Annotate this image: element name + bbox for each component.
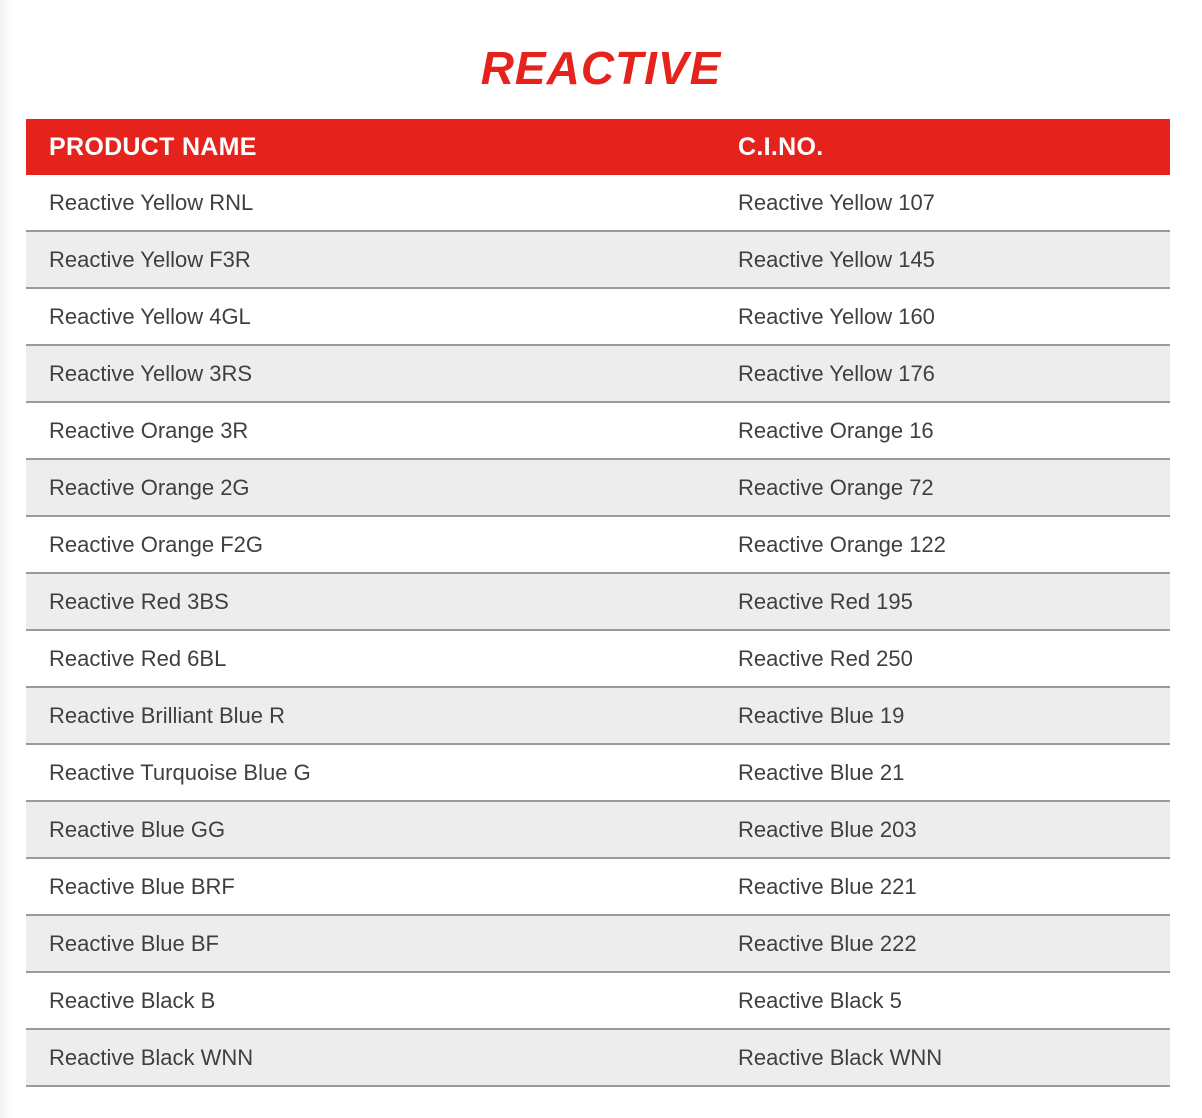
cell-cino: Reactive Blue 19 xyxy=(738,702,905,728)
cell-cino: Reactive Yellow 160 xyxy=(738,303,935,329)
cell-cino: Reactive Yellow 107 xyxy=(738,189,935,215)
cell-product-name: Reactive Yellow F3R xyxy=(49,246,251,272)
cell-product-name: Reactive Red 6BL xyxy=(49,645,227,671)
cell-product-name: Reactive Red 3BS xyxy=(49,588,229,614)
cell-cino: Reactive Red 195 xyxy=(738,588,913,614)
table-row xyxy=(26,631,1170,688)
cell-product-name: Reactive Orange 2G xyxy=(49,474,250,500)
header-product-name: PRODUCT NAME xyxy=(49,132,257,161)
table-row xyxy=(26,688,1170,745)
cell-product-name: Reactive Yellow RNL xyxy=(49,189,254,215)
cell-cino: Reactive Blue 221 xyxy=(738,873,917,899)
cell-cino: Reactive Yellow 176 xyxy=(738,360,935,386)
table-body xyxy=(26,175,1170,1087)
cell-product-name: Reactive Black B xyxy=(49,987,216,1013)
table-row xyxy=(26,517,1170,574)
table-row xyxy=(26,175,1170,232)
table-row xyxy=(26,802,1170,859)
cell-cino: Reactive Orange 122 xyxy=(738,531,946,557)
cell-cino: Reactive Black WNN xyxy=(738,1044,943,1070)
table-row xyxy=(26,745,1170,802)
cell-product-name: Reactive Orange 3R xyxy=(49,417,249,443)
table-row xyxy=(26,289,1170,346)
cell-product-name: Reactive Brilliant Blue R xyxy=(49,702,285,728)
header-cino: C.I.NO. xyxy=(738,132,824,161)
cell-product-name: Reactive Blue BF xyxy=(49,930,219,956)
page-edge-shadow xyxy=(0,0,14,1118)
cell-product-name: Reactive Blue GG xyxy=(49,816,226,842)
table-row xyxy=(26,574,1170,631)
cell-cino: Reactive Orange 72 xyxy=(738,474,934,500)
cell-cino: Reactive Black 5 xyxy=(738,987,902,1013)
cell-cino: Reactive Blue 222 xyxy=(738,930,917,956)
product-table xyxy=(26,119,1170,1087)
cell-product-name: Reactive Blue BRF xyxy=(49,873,235,899)
cell-cino: Reactive Blue 21 xyxy=(738,759,905,785)
cell-product-name: Reactive Orange F2G xyxy=(49,531,263,557)
table-row xyxy=(26,232,1170,289)
cell-product-name: Reactive Yellow 4GL xyxy=(49,303,251,329)
cell-product-name: Reactive Turquoise Blue G xyxy=(49,759,311,785)
cell-cino: Reactive Yellow 145 xyxy=(738,246,935,272)
table-row xyxy=(26,916,1170,973)
cell-cino: Reactive Red 250 xyxy=(738,645,913,671)
cell-cino: Reactive Orange 16 xyxy=(738,417,934,443)
table-row xyxy=(26,346,1170,403)
table-row xyxy=(26,460,1170,517)
cell-product-name: Reactive Yellow 3RS xyxy=(49,360,253,386)
table-row xyxy=(26,973,1170,1030)
table-row xyxy=(26,1030,1170,1087)
cell-cino: Reactive Blue 203 xyxy=(738,816,917,842)
table-row xyxy=(26,859,1170,916)
page-title: REACTIVE xyxy=(480,42,722,94)
cell-product-name: Reactive Black WNN xyxy=(49,1044,254,1070)
table-row xyxy=(26,403,1170,460)
table-header xyxy=(26,119,1170,175)
